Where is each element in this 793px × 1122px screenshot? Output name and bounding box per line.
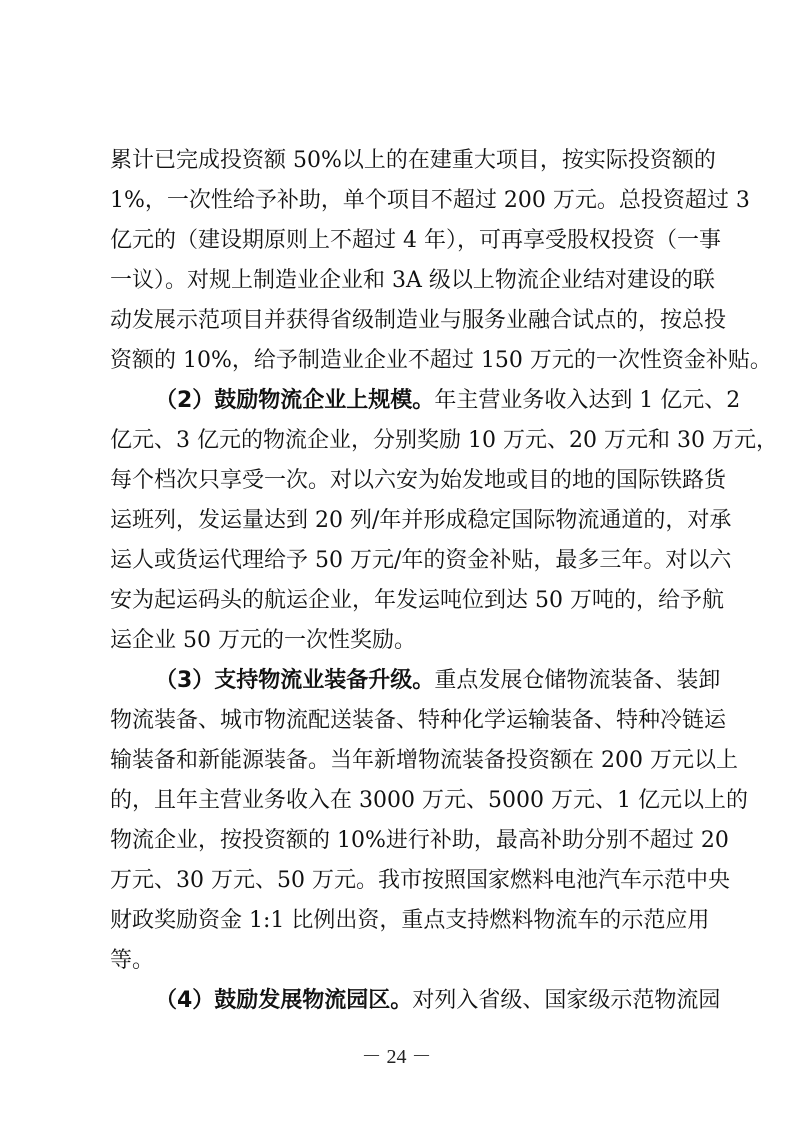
text-line: 资额的 10%，给予制造业企业不超过 150 万元的一次性资金补贴。: [110, 348, 772, 373]
text-run: 对列入省级、国家级示范物流园: [412, 988, 721, 1013]
text-line: 安为起运码头的航运企业，年发运吨位到达 50 万吨的，给予航: [110, 588, 724, 613]
text-line: 财政奖励资金 1:1 比例出资，重点支持燃料物流车的示范应用: [110, 908, 710, 933]
section-heading: （3）支持物流业装备升级。: [155, 668, 435, 693]
paragraph-heading-line: [155, 986, 721, 1016]
page-number: － 24 －: [361, 1046, 432, 1068]
section-heading: （2）鼓励物流企业上规模。: [155, 388, 435, 413]
text-line: 等。: [110, 948, 155, 973]
text-line: 1%，一次性给予补助，单个项目不超过 200 万元。总投资超过 3: [110, 188, 750, 213]
paragraph-heading-line: [155, 386, 741, 416]
text-line: 物流企业，按投资额的 10%进行补助，最高补助分别不超过 20: [110, 828, 729, 853]
text-line: 输装备和新能源装备。当年新增物流装备投资额在 200 万元以上: [110, 748, 738, 773]
text-line: 的，且年主营业务收入在 3000 万元、5000 万元、1 亿元以上的: [110, 788, 748, 813]
text-line: 一议）。对规上制造业企业和 3A 级以上物流企业结对建设的联: [110, 268, 715, 293]
text-line: 动发展示范项目并获得省级制造业与服务业融合试点的，按总投: [110, 308, 727, 333]
text-line: 万元、30 万元、50 万元。我市按照国家燃料电池汽车示范中央: [110, 868, 730, 893]
paragraph-heading-line: [155, 666, 721, 696]
text-line: 累计已完成投资额 50%以上的在建重大项目，按实际投资额的: [110, 148, 716, 173]
text-line: 每个档次只享受一次。对以六安为始发地或目的地的国际铁路货: [110, 468, 727, 493]
text-run: 年主营业务收入达到 1 亿元、2: [434, 388, 741, 413]
text-line: 物流装备、城市物流配送装备、特种化学运输装备、特种冷链运: [110, 708, 727, 733]
text-line: 运班列，发运量达到 20 列/年并形成稳定国际物流通道的，对承: [110, 508, 732, 533]
section-heading: （4）鼓励发展物流园区。: [155, 988, 413, 1013]
text-line: 运企业 50 万元的一次性奖励。: [110, 628, 416, 653]
text-run: 重点发展仓储物流装备、装卸: [434, 668, 721, 693]
text-line: 亿元的（建设期原则上不超过 4 年），可再享受股权投资（一事: [110, 228, 721, 253]
text-line: 运人或货运代理给予 50 万元/年的资金补贴，最多三年。对以六: [110, 548, 732, 573]
text-line: 亿元、3 亿元的物流企业，分别奖励 10 万元、20 万元和 30 万元，: [110, 428, 778, 453]
